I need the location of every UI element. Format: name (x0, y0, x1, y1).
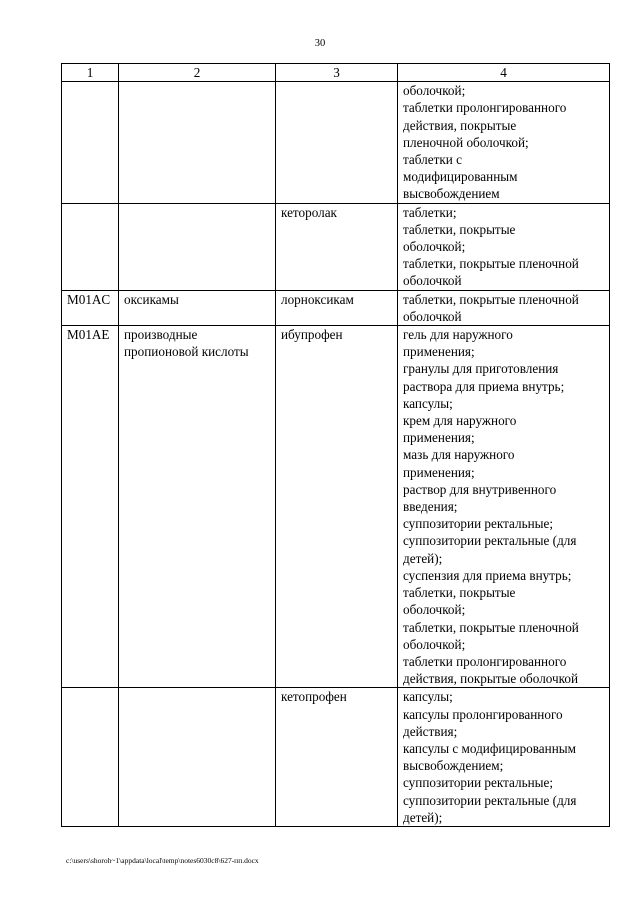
dosage-form-line: детей); (403, 550, 443, 566)
atc-code-cell: M01AE (62, 326, 119, 688)
dosage-form-line: действия, покрытые оболочкой (403, 671, 579, 687)
dosage-form-line: оболочкой (403, 273, 462, 289)
dosage-form-line: оболочкой; (403, 602, 466, 618)
dosage-form-line: гранулы для приготовления (403, 361, 559, 377)
group-cell (119, 688, 276, 827)
atc-code-cell (62, 688, 119, 827)
dosage-form-line: капсулы; (403, 395, 453, 411)
page-number: 30 (314, 38, 326, 49)
dosage-form-line: раствор для внутривенного (403, 481, 557, 497)
group-cell (119, 290, 276, 325)
dosage-form-line: суппозитории ректальные; (403, 775, 554, 791)
column-header-4: 4 (398, 64, 610, 82)
dosage-form-line: оболочкой; (403, 239, 466, 255)
group-cell (119, 82, 276, 203)
dosage-forms-cell (398, 326, 610, 688)
atc-code-cell: M01AC (62, 290, 119, 325)
dosage-form-line: применения; (403, 464, 475, 480)
dosage-form-line: модифицированным (403, 169, 518, 185)
dosage-form-line: оболочкой; (403, 636, 466, 652)
dosage-form-line: капсулы; (403, 689, 453, 705)
table-row (62, 688, 610, 827)
dosage-form-line: суппозитории ректальные (для (403, 792, 577, 808)
dosage-form-line: таблетки пролонгированного (403, 100, 567, 116)
dosage-form-line: раствора для приема внутрь; (403, 378, 565, 394)
dosage-form-line: таблетки, покрытые пленочной (403, 619, 579, 635)
dosage-form-line: таблетки, покрытые (403, 585, 516, 601)
column-header-2: 2 (119, 64, 276, 82)
dosage-form-line: гель для наружного (403, 327, 513, 343)
dosage-form-line: мазь для наружного (403, 447, 515, 463)
group-line: оксикамы (124, 291, 179, 307)
dosage-form-line: детей); (403, 809, 443, 825)
group-line: пропионовой кислоты (124, 344, 249, 360)
dosage-form-line: суппозитории ректальные; (403, 516, 554, 532)
dosage-form-line: высвобождением (403, 186, 500, 202)
dosage-forms-cell (398, 82, 610, 203)
dosage-form-line: капсулы с модифицированным (403, 740, 576, 756)
drug-name-cell (276, 82, 398, 203)
dosage-form-line: пленочной оболочкой; (403, 134, 529, 150)
drug-table (61, 63, 610, 827)
dosage-form-line: оболочкой (403, 308, 462, 324)
group-cell (119, 203, 276, 290)
dosage-form-line: крем для наружного (403, 413, 517, 429)
table-row (62, 203, 610, 290)
table-row (62, 82, 610, 203)
dosage-form-line: таблетки с (403, 152, 462, 168)
drug-name-cell: лорноксикам (276, 290, 398, 325)
dosage-form-line: применения; (403, 344, 475, 360)
dosage-form-line: таблетки, покрытые пленочной (403, 256, 579, 272)
column-header-3: 3 (276, 64, 398, 82)
dosage-form-line: капсулы пролонгированного (403, 706, 563, 722)
footer-file-path: c:\users\shoroh~1\appdata\local\temp\notes6030c8\627-пп.docx (66, 856, 259, 865)
dosage-form-line: суспензия для приема внутрь; (403, 567, 572, 583)
dosage-forms-cell (398, 203, 610, 290)
dosage-form-line: суппозитории ректальные (для (403, 533, 577, 549)
table-header-row (62, 64, 610, 82)
table-body (62, 82, 610, 827)
drug-name-cell: кетопрофен (276, 688, 398, 827)
drug-name-cell: ибупрофен (276, 326, 398, 688)
table-row (62, 326, 610, 688)
dosage-form-line: действия, покрытые (403, 117, 517, 133)
dosage-form-line: таблетки, покрытые (403, 221, 516, 237)
dosage-forms-cell (398, 290, 610, 325)
dosage-form-line: таблетки пролонгированного (403, 653, 567, 669)
atc-code-cell (62, 203, 119, 290)
column-header-1: 1 (62, 64, 119, 82)
dosage-form-line: оболочкой; (403, 83, 466, 99)
dosage-form-line: введения; (403, 499, 458, 515)
table-row (62, 290, 610, 325)
group-line: производные (124, 327, 198, 343)
dosage-form-line: действия; (403, 723, 458, 739)
dosage-form-line: таблетки, покрытые пленочной (403, 291, 579, 307)
dosage-form-line: применения; (403, 430, 475, 446)
atc-code-cell (62, 82, 119, 203)
group-cell (119, 326, 276, 688)
dosage-form-line: таблетки; (403, 204, 457, 220)
drug-name-cell: кеторолак (276, 203, 398, 290)
dosage-form-line: высвобождением; (403, 758, 504, 774)
dosage-forms-cell (398, 688, 610, 827)
